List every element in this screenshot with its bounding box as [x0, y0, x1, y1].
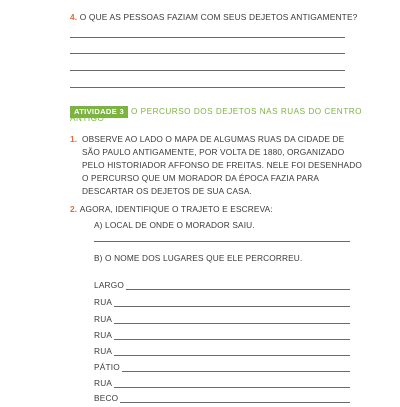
item-1-line: DESCARTAR OS DEJETOS DE SUA CASA. — [82, 186, 253, 196]
place-label: LARGO — [94, 280, 125, 290]
item-1-line: OBSERVE AO LADO O MAPA DE ALGUMAS RUAS DA CIDADE DE — [82, 134, 345, 144]
item-1-text — [82, 133, 362, 198]
activity-title-continued: ANTIGO — [70, 114, 105, 123]
answer-line[interactable] — [70, 53, 345, 54]
item-2-number: 2. — [70, 204, 78, 214]
part-a-label: A) LOCAL DE ONDE O MORADOR SAIU. — [94, 220, 255, 230]
activity-title: O PERCURSO DOS DEJETOS NAS RUAS DO CENTRO — [131, 107, 362, 116]
part-a-answer-line[interactable] — [94, 241, 350, 242]
answer-line[interactable] — [70, 87, 345, 88]
activity-header — [70, 101, 362, 119]
activity-badge: ATIVIDADE 3 — [70, 106, 128, 118]
place-row[interactable] — [94, 393, 350, 407]
item-2 — [70, 203, 273, 216]
answer-line[interactable] — [70, 70, 345, 71]
item-1-number: 1. — [70, 134, 78, 144]
item-1-line: PELO HISTORIADOR AFFONSO DE FREITAS. NELE FOI DESENHADO — [82, 160, 362, 170]
place-label: PÁTIO — [94, 362, 120, 372]
place-row[interactable] — [94, 362, 350, 376]
part-b-label: B) O NOME DOS LUGARES QUE ELE PERCORREU. — [94, 253, 303, 263]
place-label: RUA — [94, 314, 113, 324]
place-answer-line[interactable] — [94, 402, 350, 403]
place-row[interactable] — [94, 280, 350, 294]
place-answer-line[interactable] — [94, 339, 350, 340]
place-row[interactable] — [94, 330, 350, 344]
place-answer-line[interactable] — [94, 306, 350, 307]
place-label: RUA — [94, 330, 113, 340]
place-answer-line[interactable] — [94, 371, 350, 372]
place-answer-line[interactable] — [94, 387, 350, 388]
place-label: RUA — [94, 378, 113, 388]
place-label: BECO — [94, 393, 119, 403]
question-4 — [70, 11, 358, 23]
place-label: RUA — [94, 346, 113, 356]
question-number: 4. — [70, 12, 78, 22]
item-2-text: AGORA, IDENTIFIQUE O TRAJETO E ESCREVA: — [79, 204, 273, 214]
place-answer-line[interactable] — [94, 323, 350, 324]
place-row[interactable] — [94, 314, 350, 328]
place-label: RUA — [94, 297, 113, 307]
answer-line[interactable] — [70, 37, 345, 38]
place-row[interactable] — [94, 378, 350, 392]
place-row[interactable] — [94, 346, 350, 360]
question-text: O QUE AS PESSOAS FAZIAM COM SEUS DEJETOS ANTIGAMENTE? — [79, 12, 358, 22]
item-1-line: SÃO PAULO ANTIGAMENTE, POR VOLTA DE 1880, ORGANIZADO — [82, 147, 345, 157]
place-answer-line[interactable] — [94, 355, 350, 356]
place-answer-line[interactable] — [94, 289, 350, 290]
item-1-line: O PERCURSO QUE UM MORADOR DA ÉPOCA FAZIA PARA — [82, 173, 320, 183]
place-row[interactable] — [94, 297, 350, 311]
